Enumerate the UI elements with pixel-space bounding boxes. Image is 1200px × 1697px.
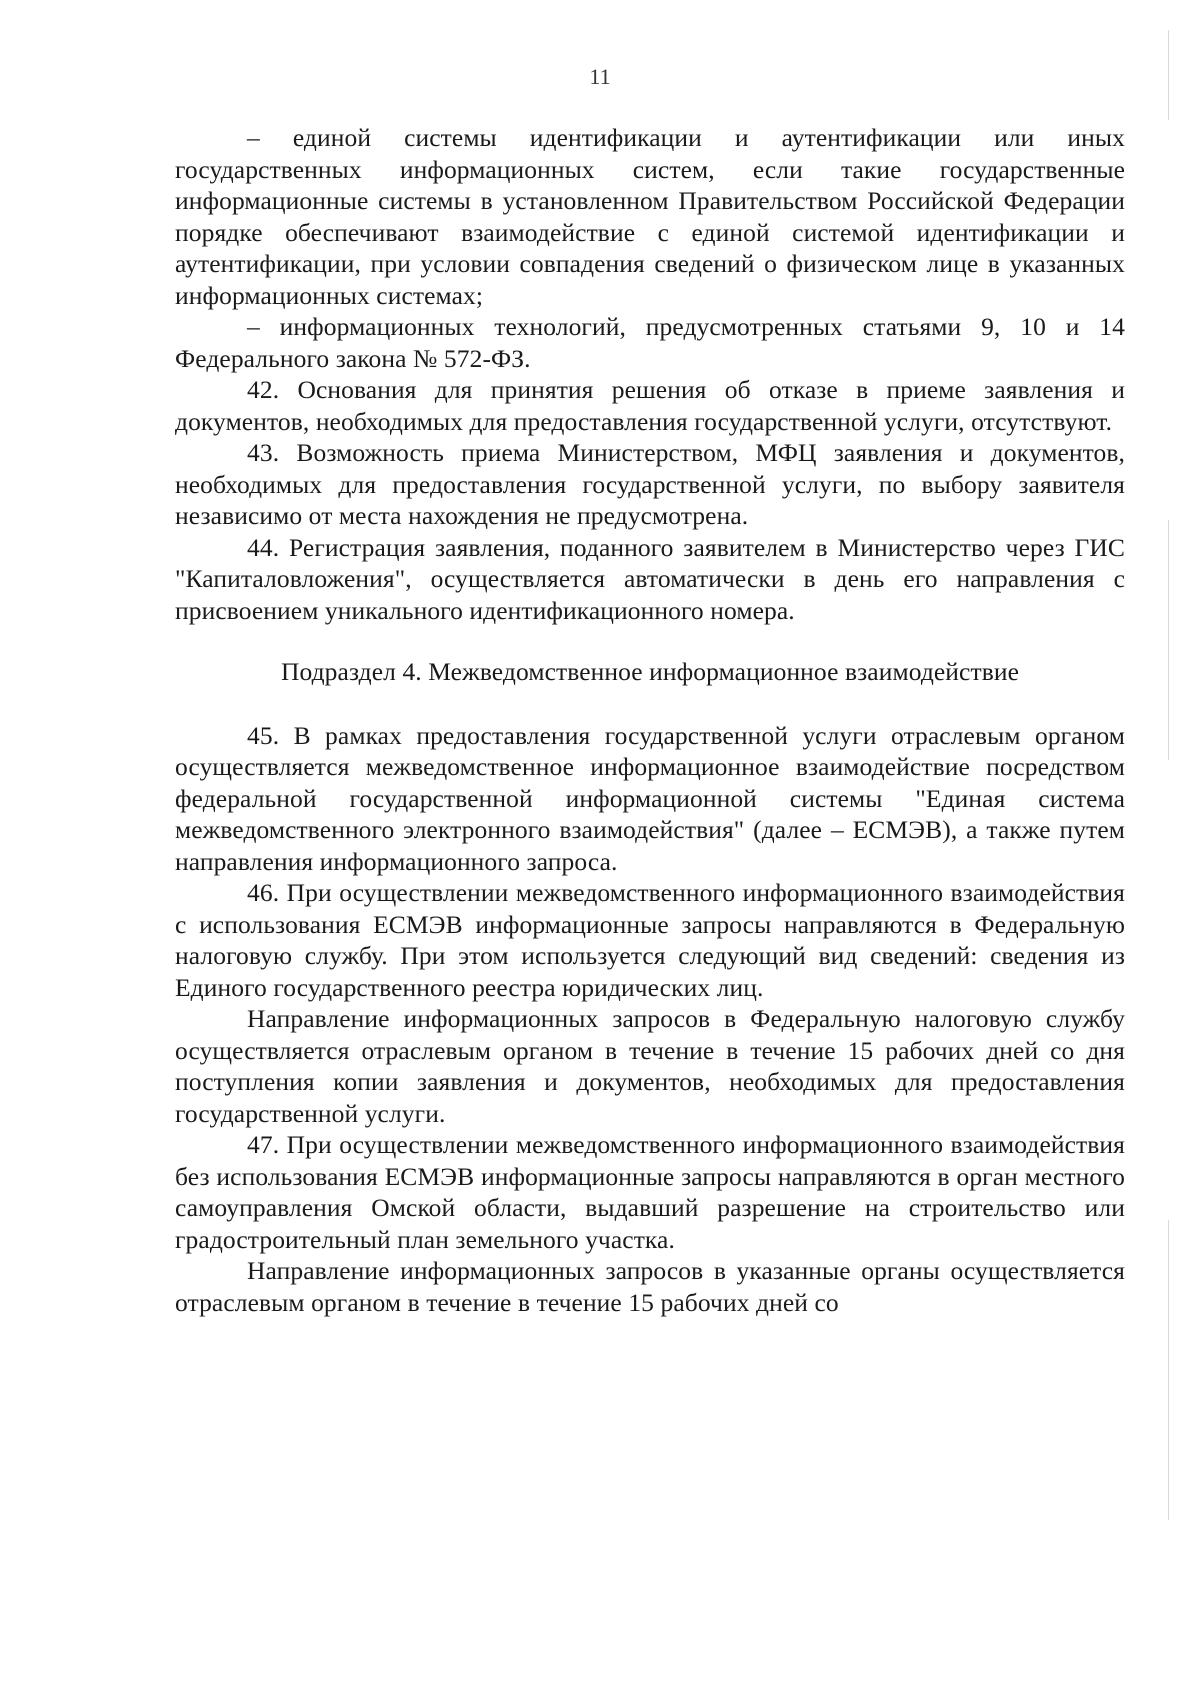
- subsection-heading: Подраздел 4. Межведомственное информационное взаимодействие: [280, 657, 1020, 686]
- paragraph-46-continued: Направление информационных запросов в Федеральную налоговую службу осуществляется отраслевым органом в течение в течение 15 рабочих дней со дня поступления копии заявления и документов, необходимых для предоставления государственной услуги.: [175, 1004, 1125, 1128]
- paragraph-it-item: – информационных технологий, предусмотренных статьями 9, 10 и 14 Федерального закона № 572-ФЗ.: [175, 312, 1125, 373]
- paragraph-44: 44. Регистрация заявления, поданного заявителем в Министерство через ГИС "Капиталовложения", осуществляется автоматически в день его направления с присвоением уникального идентификационного номера.: [175, 532, 1125, 625]
- paragraph-esia-item: – единой системы идентификации и аутентификации или иных государственных информационных систем, если такие государственные информационные системы в установленном Правительством Российской Федерации порядке обеспечивают взаимодействие с единой системой идентификации и аутентификации, при условии совпадения сведений о физическом лице в указанных информационных системах;: [175, 123, 1125, 310]
- scan-edge-line: [1168, 1220, 1169, 1520]
- scan-edge-line: [1168, 30, 1169, 120]
- paragraph-43: 43. Возможность приема Министерством, МФЦ заявления и документов, необходимых для предоставления государственной услуги, по выбору заявителя независимо от места нахождения не предусмотрена.: [175, 438, 1125, 530]
- paragraph-45: 45. В рамках предоставления государственной услуги отраслевым органом осуществляется межведомственное информационное взаимодействие посредством федеральной государственной информационной системы "Единая система межведомственного электронного взаимодействия" (далее – ЕСМЭВ), а также путем направления информационного запроса.: [175, 720, 1125, 876]
- paragraph-42: 42. Основания для принятия решения об отказе в приеме заявления и документов, необходимых для предоставления государственной услуги, отсутствуют.: [175, 375, 1125, 436]
- paragraph-47-continued: Направление информационных запросов в указанные органы осуществляется отраслевым органом в течение в течение 15 рабочих дней со: [175, 1256, 1125, 1317]
- document-body: [175, 122, 1125, 1318]
- page-number: 11: [589, 64, 611, 89]
- paragraph-47: 47. При осуществлении межведомственного информационного взаимодействия без использования ЕСМЭВ информационные запросы направляются в орган местного самоуправления Омской области, выдавший разрешение на строительство или градостроительный план земельного участка.: [175, 1130, 1125, 1254]
- paragraph-46: 46. При осуществлении межведомственного информационного взаимодействия с использования ЕСМЭВ информационные запросы направляются в Федеральную налоговую службу. При этом используется следующий вид сведений: сведения из Единого государственного реестра юридических лиц.: [175, 878, 1125, 1002]
- scan-edge-line: [1168, 520, 1169, 760]
